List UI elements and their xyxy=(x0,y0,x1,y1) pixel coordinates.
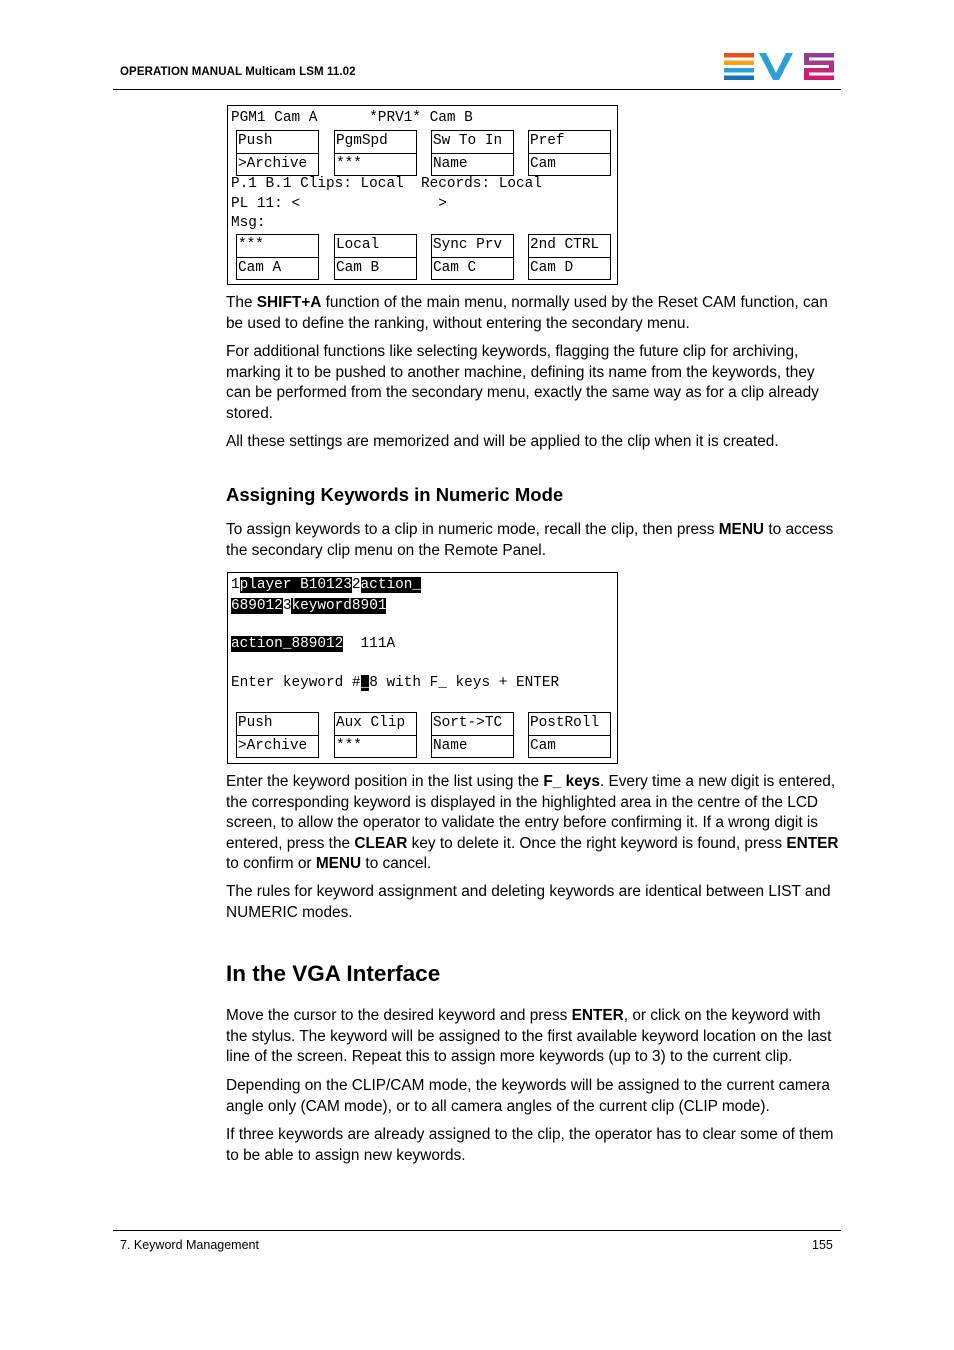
lcd-screen-main-menu xyxy=(227,105,618,285)
paragraph-numeric-intro: To assign keywords to a clip in numeric mode, recall the clip, then press MENU to access the secondary clip menu on the Remote Panel. xyxy=(226,521,834,559)
lcd-key-label: 2nd CTRL xyxy=(530,237,600,253)
lcd-key-cell xyxy=(334,234,417,280)
lcd-key-label: Cam A xyxy=(237,257,318,279)
lcd-key-label: Sync Prv xyxy=(433,237,503,253)
lcd-highlight-line: action_889012 111A xyxy=(231,636,396,652)
paragraph-three-keywords: If three keywords are already assigned to the clip, the operator has to clear some of them to be able to assign new keywords. xyxy=(226,1126,834,1164)
lcd-keyword-line-2: 6890123keyword8901 xyxy=(231,598,387,614)
evs-logo xyxy=(724,53,836,81)
lcd-key-label: *** xyxy=(335,735,416,757)
lcd-key-label: Push xyxy=(238,715,273,731)
lcd-key-cell xyxy=(431,130,514,176)
page-number: 155 xyxy=(812,1238,833,1252)
lcd-key-cell xyxy=(236,234,319,280)
lcd-status-line: PGM1 Cam A *PRV1* Cam B xyxy=(231,110,473,126)
lcd-key-cell xyxy=(528,712,611,758)
lcd-screen-numeric-keywords xyxy=(227,572,618,764)
paragraph-additional-functions: For additional functions like selecting keywords, flagging the future clip for archiving, marking it to be pushed to another machine, defining its name from the keywords, they can be performed from the secondary menu, exactly the same way as for a clip already stored. xyxy=(226,343,819,422)
lcd-key-label: *** xyxy=(238,237,264,253)
lcd-key-label: Aux Clip xyxy=(336,715,406,731)
lcd-key-cell xyxy=(236,130,319,176)
lcd-key-cell xyxy=(236,712,319,758)
lcd-key-label: Cam C xyxy=(432,257,513,279)
lcd-key-label: PgmSpd xyxy=(336,133,388,149)
lcd-playlist-line: PL 11: < > xyxy=(231,196,447,212)
lcd-key-label: *** xyxy=(335,153,416,175)
lcd-clips-line: P.1 B.1 Clips: Local Records: Local xyxy=(231,176,542,192)
lcd-key-label: >Archive xyxy=(237,153,318,175)
lcd-key-cell xyxy=(431,712,514,758)
lcd-message-line: Msg: xyxy=(231,215,266,231)
lcd-key-label: Cam D xyxy=(529,257,610,279)
lcd-key-label: PostRoll xyxy=(530,715,600,731)
section-heading-vga: In the VGA Interface xyxy=(226,961,441,986)
lcd-key-cell xyxy=(334,130,417,176)
lcd-prompt-line: Enter keyword #_8 with F_ keys + ENTER xyxy=(231,675,560,691)
lcd-key-cell xyxy=(528,130,611,176)
footer-divider xyxy=(113,1230,841,1231)
paragraph-rules: The rules for keyword assignment and deleting keywords are identical between LIST and NUMERIC modes. xyxy=(226,883,831,921)
lcd-keyword-line-1: 1player B101232action_ xyxy=(231,577,421,593)
lcd-key-label: Name xyxy=(432,153,513,175)
lcd-key-label: Sort->TC xyxy=(433,715,503,731)
lcd-key-label: Cam B xyxy=(335,257,416,279)
section-heading-numeric-mode: Assigning Keywords in Numeric Mode xyxy=(226,484,564,505)
lcd-key-label: Local xyxy=(336,237,380,253)
paragraph-memorized: All these settings are memorized and will be applied to the clip when it is created. xyxy=(226,433,779,450)
lcd-key-label: >Archive xyxy=(237,735,318,757)
paragraph-shift-a: The SHIFT+A function of the main menu, normally used by the Reset CAM function, can be used to define the ranking, without entering the secondary menu. xyxy=(226,294,828,332)
lcd-key-label: Name xyxy=(432,735,513,757)
footer-chapter: 7. Keyword Management xyxy=(120,1238,259,1252)
lcd-key-label: Cam xyxy=(529,735,610,757)
lcd-key-cell xyxy=(334,712,417,758)
paragraph-vga-cursor: Move the cursor to the desired keyword and press ENTER, or click on the keyword with the stylus. The keyword will be assigned to the first available keyword location on the last line of the screen. Repeat this to assign more keywords (up to 3) to the current clip. xyxy=(226,1007,832,1065)
lcd-key-cell xyxy=(431,234,514,280)
paragraph-clip-cam-mode: Depending on the CLIP/CAM mode, the keywords will be assigned to the current camera angle only (CAM mode), or to all camera angles of the current clip (CLIP mode). xyxy=(226,1077,830,1115)
paragraph-f-keys: Enter the keyword position in the list using the F_ keys. Every time a new digit is entered, the corresponding keyword is displayed in the highlighted area in the centre of the LCD screen, to allow the operator to validate the entry before confirming it. If a wrong digit is entered, press the CLEAR key to delete it. Once the right keyword is found, press ENTER to confirm or MENU to cancel. xyxy=(226,773,839,872)
lcd-key-cell xyxy=(528,234,611,280)
lcd-key-label: Sw To In xyxy=(433,133,503,149)
lcd-key-label: Pref xyxy=(530,133,565,149)
document-header-title: OPERATION MANUAL Multicam LSM 11.02 xyxy=(120,66,356,78)
header-divider xyxy=(113,89,841,90)
lcd-key-label: Push xyxy=(238,133,273,149)
lcd-key-label: Cam xyxy=(529,153,610,175)
